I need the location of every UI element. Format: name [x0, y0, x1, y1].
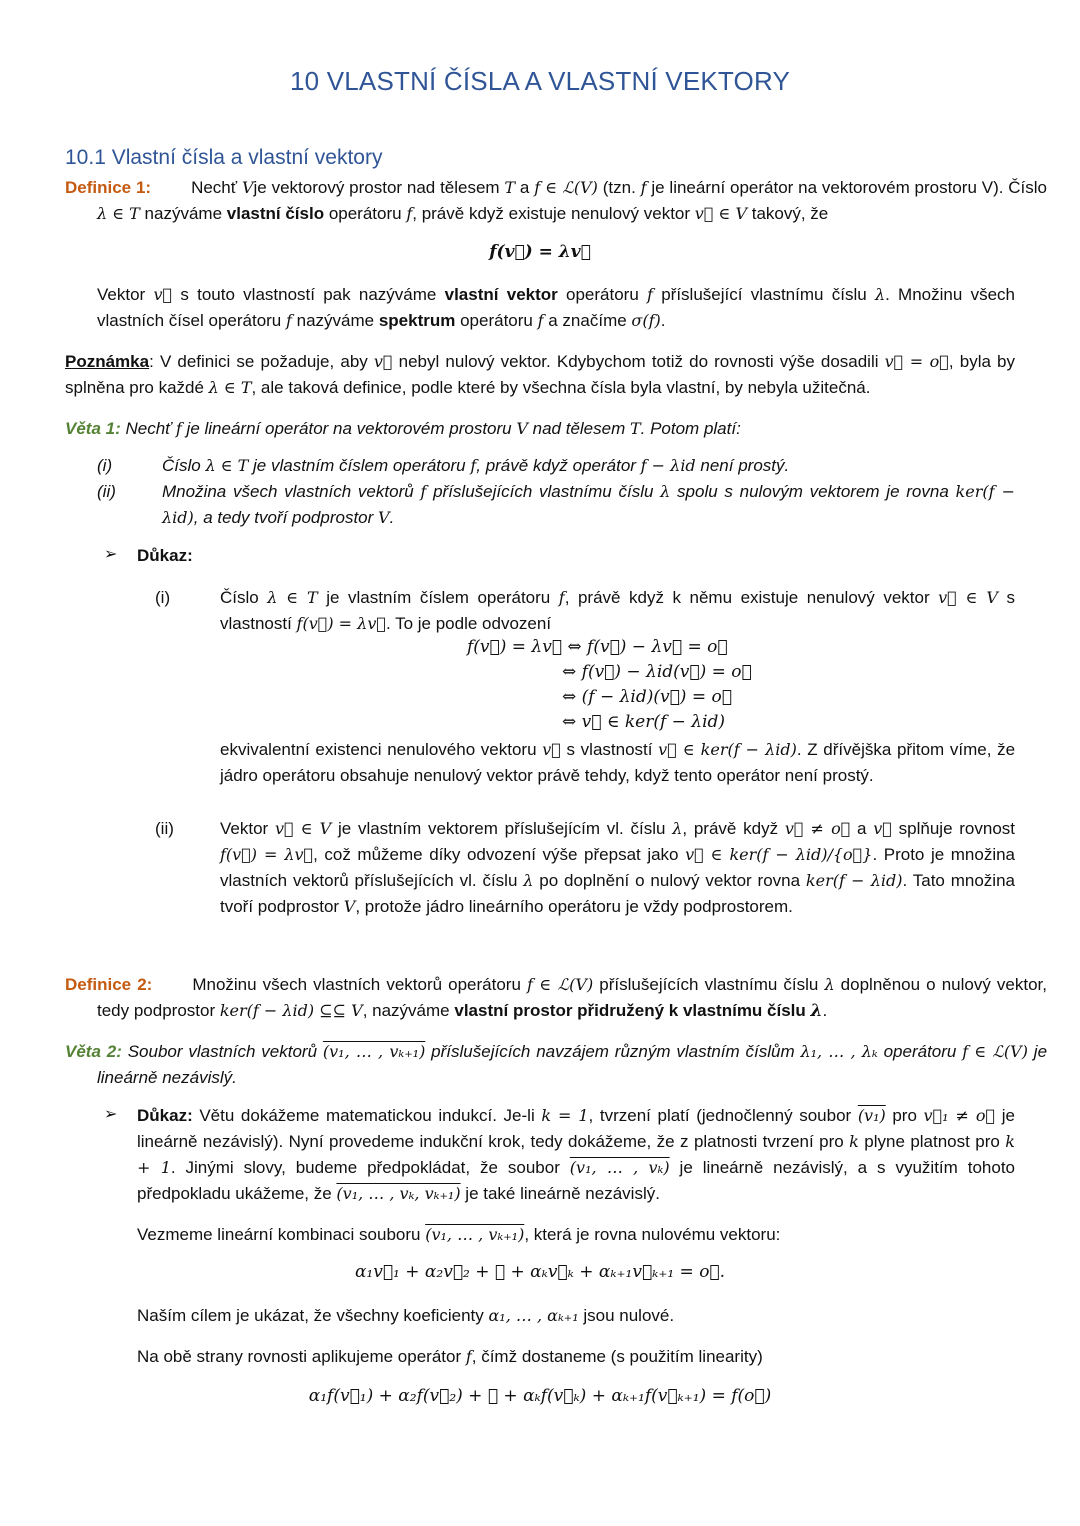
proof-1-equation-3: ⇔ (f − λid)(v⃗) = o⃗ [562, 687, 732, 707]
proof-2-label: Důkaz: [137, 1106, 193, 1125]
proof-2-equation-2: α₁f(v⃗₁) + α₂f(v⃗₂) + ⋯ + αₖf(v⃗ₖ) + αₖ₊₁f(v⃗ₖ₊₁) = f(o⃗) [308, 1386, 772, 1406]
definition-2: Definice 2: Množinu všech vlastních vektorů operátoru f ∈ ℒ(V) příslušejících vlastnímu číslu λ doplněnou o nulový vektor, tedy podprostor ker(f − λid) ⊆⊆ V, nazýváme vlastní prostor přidružený k vlastnímu číslu λ. [65, 975, 1047, 1021]
proof-1-equation-2: ⇔ f(v⃗) − λid(v⃗) = o⃗ [562, 662, 752, 682]
definition-2-label: Definice 2: [65, 975, 153, 994]
theorem-1-item-i: Číslo λ ∈ T je vlastním číslem operátoru f, právě když operátor f − λid není prostý. [162, 456, 790, 475]
proof-2: Důkaz: Větu dokážeme matematickou indukcí. Je-li k = 1, tvrzení platí (jednočlenný soubor (v₁) pro v⃗₁ ≠ o⃗ je lineárně nezávislý). Nyní provedeme indukční krok, tedy dokážeme, že z platnosti tvrzení pro k plyne platnost pro k + 1. Jinými slovy, budeme předpokládat, že soubor (v₁, … , vₖ) je lineárně nezávislý, a s využitím tohoto předpokladu ukážeme, že (v₁, … , vₖ, vₖ₊₁) je také lineárně nezávislý. [137, 1106, 1016, 1203]
arrow-bullet-icon: ➢ [104, 1106, 118, 1123]
note-paragraph: Poznámka: V definici se požaduje, aby v⃗ nebyl nulový vektor. Kdybychom totiž do rovnosti výše dosadili v⃗ = o⃗, byla by splněna pro každé λ ∈ T, ale taková definice, podle které by všechna čísla byla vlastní, by nebyla užitečná. [65, 352, 1015, 397]
section-heading: 10.1 Vlastní čísla a vlastní vektory [65, 146, 383, 169]
proof-1-equation-4: ⇔ v⃗ ∈ ker(f − λid) [562, 712, 726, 732]
theorem-1-label: Věta 1: [65, 419, 121, 438]
proof-2-paragraph-2: Vezmeme lineární kombinaci souboru (v₁, … , vₖ₊₁), která je rovna nulovému vektoru: [137, 1225, 781, 1244]
proof-1-item-i-paragraph-2: ekvivalentní existenci nenulového vektoru v⃗ s vlastností v⃗ ∈ ker(f − λid). Z dřívějška přitom víme, že jádro operátoru obsahuje nenulový vektor právě tehdy, když tento operátor není prostý. [220, 740, 1016, 785]
proof-1-item-i: Číslo λ ∈ T je vlastním číslem operátoru f, právě když k němu existuje nenulový vektor v⃗ ∈ V s vlastností f(v⃗) = λv⃗. To je podle odvození [220, 588, 1015, 633]
chapter-title: 10 VLASTNÍ ČÍSLA A VLASTNÍ VEKTORY [289, 66, 791, 96]
definition-1-formula-row [0, 242, 1080, 262]
theorem-1-item-i-label: (i) [97, 456, 113, 475]
proof-1-item-ii-label: (ii) [155, 819, 174, 838]
proof-2-equation-1-row [0, 1262, 1080, 1282]
proof-1-label: Důkaz: [137, 546, 193, 565]
theorem-1-item-ii: Množina všech vlastních vektorů f příslušejících vlastnímu číslu λ spolu s nulovým vektorem je rovna ker(f − λid), a tedy tvoří podprostor V. [162, 482, 1016, 527]
proof-1-equation-1: f(v⃗) = λv⃗ ⇔ f(v⃗) − λv⃗ = o⃗ [467, 637, 728, 657]
theorem-1-item-ii-label: (ii) [97, 482, 116, 501]
theorem-2-label: Věta 2: [65, 1042, 122, 1061]
proof-2-equation-2-row [0, 1386, 1080, 1406]
proof-2-paragraph-4: Na obě strany rovnosti aplikujeme operátor f, čímž dostaneme (s použitím linearity) [137, 1347, 763, 1366]
proof-1-item-i-label: (i) [155, 588, 171, 607]
definition-1: Definice 1: Nechť Vje vektorový prostor nad tělesem T a f ∈ ℒ(V) (tzn. f je lineární operátor na vektorovém prostoru V). Číslo λ ∈ T nazýváme vlastní číslo operátoru f, právě když existuje nenulový vektor v⃗ ∈ V takový, že [65, 178, 1048, 223]
proof-2-equation-1: α₁v⃗₁ + α₂v⃗₂ + ⋯ + αₖv⃗ₖ + αₖ₊₁v⃗ₖ₊₁ = o⃗. [354, 1262, 726, 1282]
proof-1-item-ii: Vektor v⃗ ∈ V je vlastním vektorem příslušejícím vl. číslu λ, právě když v⃗ ≠ o⃗ a v⃗ splňuje rovnost f(v⃗) = λv⃗, což můžeme díky odvození výše přepsat jako v⃗ ∈ ker(f − λid)/{o⃗}. Proto je množina vlastních vektorů příslušejících vl. číslu λ po doplnění o nulový vektor rovna ker(f − λid). Tato množina tvoří podprostor V, protože jádro lineárního operátoru je vždy podprostorem. [220, 819, 1016, 916]
proof-2-paragraph-3: Naším cílem je ukázat, že všechny koeficienty α₁, … , αₖ₊₁ jsou nulové. [137, 1306, 675, 1325]
theorem-2: Věta 2: Soubor vlastních vektorů (v₁, … , vₖ₊₁) příslušejících navzájem různým vlastním číslům λ₁, … , λₖ operátoru f ∈ ℒ(V) je lineárně nezávislý. [65, 1042, 1048, 1087]
note-label: Poznámka [65, 352, 150, 371]
definition-1-label: Definice 1: [65, 178, 152, 197]
definition-1-formula: f(v⃗) = λv⃗ [489, 242, 591, 262]
definition-1-paragraph-2: Vektor v⃗ s touto vlastností pak nazýváme vlastní vektor operátoru f příslušející vlastnímu číslu λ. Množinu všech vlastních čísel operátoru f nazýváme spektrum operátoru f a značíme σ(f). [97, 285, 1015, 330]
arrow-bullet-icon: ➢ [104, 546, 118, 563]
theorem-1: Věta 1: Nechť f je lineární operátor na vektorovém prostoru V nad tělesem T. Potom platí: [65, 419, 741, 438]
